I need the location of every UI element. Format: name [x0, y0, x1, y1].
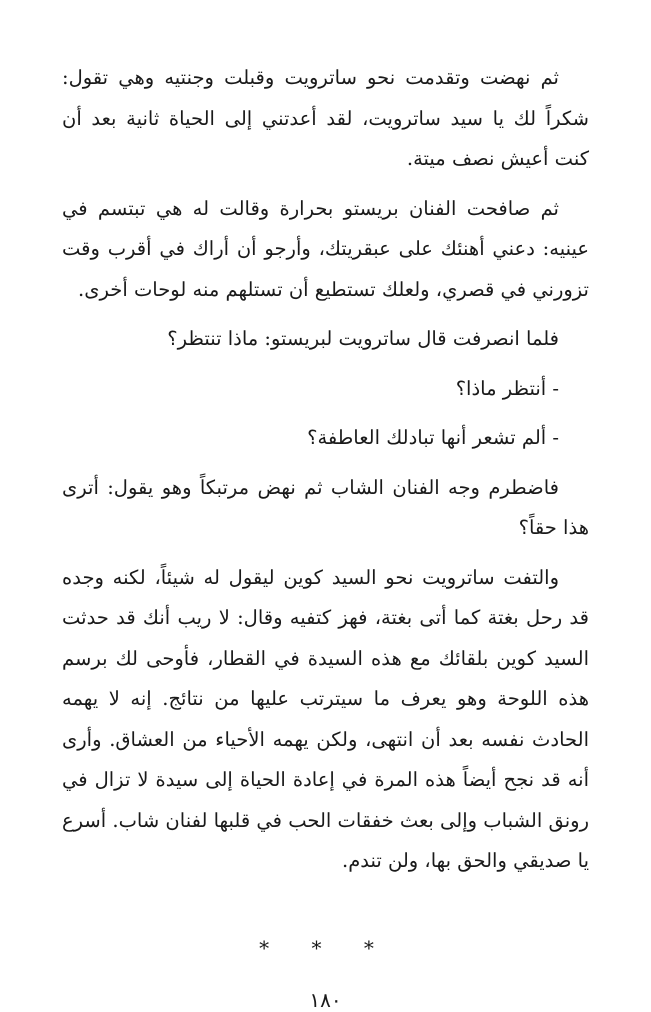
paragraph-2: ثم صافحت الفنان بريستو بحرارة وقالت له هي تبتسم في عينيه: دعني أهنئك على عبقريتك، وأرجو أن أراك في أقرب وقت تزورني في قصري، ولعلك تستطيع أن تستلهم منه لوحات أخرى. — [62, 196, 589, 301]
page-body — [62, 58, 589, 882]
paragraph-4: فاضطرم وجه الفنان الشاب ثم نهض مرتبكاً وهو يقول: أترى هذا حقاً؟ — [62, 475, 589, 539]
paragraph-3: فلما انصرفت قال ساترويت لبريستو: ماذا تنتظر؟ — [167, 327, 559, 350]
paragraph-5: والتفت ساترويت نحو السيد كوين ليقول له شيئاً، لكنه وجده قد رحل بغتة كما أتى بغتة، فهز كتفيه وقال: لا ريب أنك قد حدثت السيد كوين بلقائك مع هذه السيدة في القطار، فأوحى لك برسم هذه اللوحة وهو يعرف ما سيترتب عليها من نتائج. إنه لا يهمه الحادث نفسه بعد أن انتهى، ولكن يهمه الأحياء من العشاق. وأرى أنه قد نجح أيضاً هذه المرة في إعادة الحياة إلى سيدة لا تزال في رونق الشباب وإلى بعث خفقات الحب في قلبها لفنان شاب. أسرع يا صديقي والحق بها، ولن تندم. — [62, 565, 589, 872]
section-separator: * * * — [259, 936, 392, 960]
paragraph-1: ثم نهضت وتقدمت نحو ساترويت وقبلت وجنتيه وهي تقول: شكراً لك يا سيد ساترويت، لقد أعدتني إلى الحياة ثانية بعد أن كنت أعيش نصف ميتة. — [62, 66, 589, 170]
dialog-line-2: - ألم تشعر أنها تبادلك العاطفة؟ — [307, 426, 559, 449]
dialog-line-1: - أنتظر ماذا؟ — [455, 376, 559, 400]
page-number: ١٨٠ — [309, 988, 342, 1012]
